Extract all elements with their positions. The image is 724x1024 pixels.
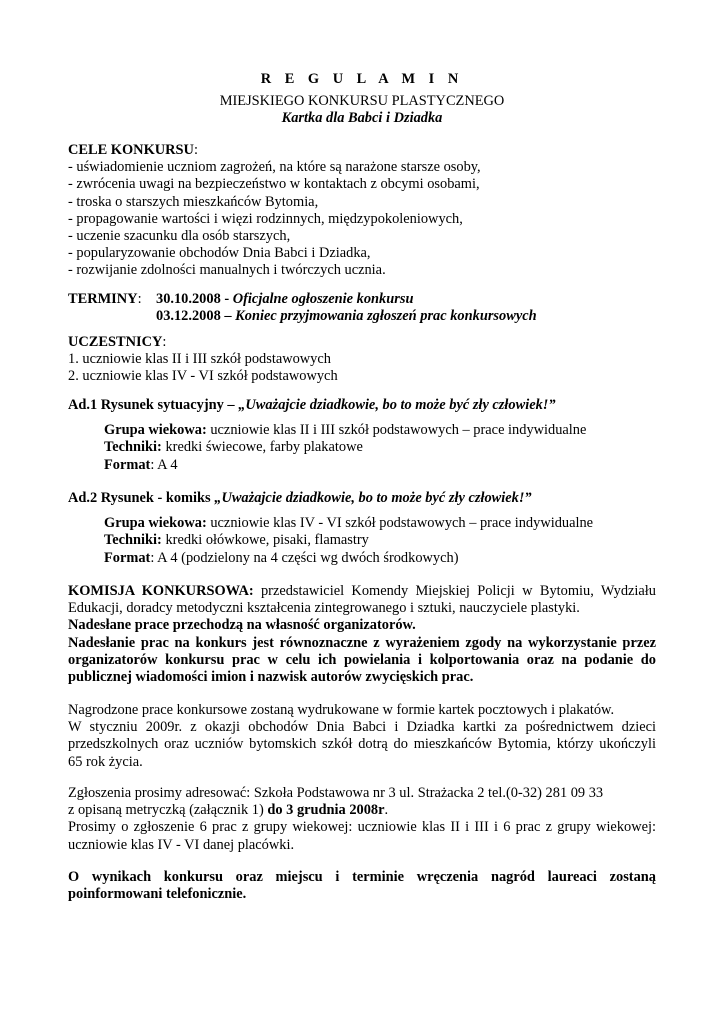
committee-consent-line-3: publicznej wiadomości imion i nazwisk autorów zwycięskich prac. [68,669,474,686]
ad2-format-label: Format [104,549,151,566]
terms-date-2: 03.12.2008 – [156,308,236,325]
ad2-section [68,490,656,567]
ad2-motto: „Uważajcie dziadkowie, bo to może być zły człowiek!” [214,490,532,506]
document-title: R E G U L A M I N [260,71,464,87]
participants-section [68,334,656,386]
prizes-line-4: 65 rok życia. [68,753,143,770]
ad2-heading-line [68,490,656,507]
ad2-age-value: uczniowie klas IV - VI szkół podstawowych – prace indywidualne [206,515,594,532]
ad1-age-value: uczniowie klas II i III szkół podstawowych – prace indywidualne [206,422,587,439]
terms-desc-1: Oficjalne ogłoszenie konkursu [232,291,414,307]
ad1-heading: Ad.1 Rysunek sytuacyjny – [68,397,239,413]
committee-line-1 [68,583,656,600]
submission-line-1: Zgłoszenia prosimy adresować: Szkoła Podstawowa nr 3 ul. Strażacka 2 tel.(0-32) 281 09 33 [68,785,604,801]
submission-line-2-end: . [384,802,389,819]
committee-section [68,583,656,686]
prizes-line-1: Nagrodzone prace konkursowe zostaną wydrukowane w formie kartek pocztowych i plakatów. [68,702,615,718]
goal-item: - uczenie szacunku dla osób starszych, [68,228,291,245]
ad2-tech-value: kredki ołówkowe, pisaki, flamastry [161,532,369,549]
goal-item: - rozwijanie zdolności manualnych i twórczych ucznia. [68,262,386,279]
submission-deadline: do 3 grudnia 2008r [267,802,385,819]
ad1-tech-line [68,439,656,456]
ad1-tech-value: kredki świecowe, farby plakatowe [161,439,363,456]
goal-item: - popularyzowanie obchodów Dnia Babci i Dziadka, [68,245,371,262]
ad2-age-label: Grupa wiekowa: [104,515,207,532]
goals-heading: CELE KONKURSU [68,142,194,158]
participants-heading-suffix: : [162,334,167,350]
ad1-age-label: Grupa wiekowa: [104,422,207,439]
goal-item: - zwrócenia uwagi na bezpieczeństwo w kontaktach z obcymi osobami, [68,176,480,193]
committee-ownership-note: Nadesłane prace przechodzą na własność organizatorów. [68,617,416,634]
prizes-section [68,702,656,771]
goal-item: - propagowanie wartości i więzi rodzinnych, międzypokoleniowych, [68,210,463,227]
results-line-1: O wynikach konkursu oraz miejscu i terminie wręczenia nagród laureaci zostaną [68,869,656,885]
terms-line-1 [68,291,656,308]
submission-line-4: uczniowie klas IV - VI danej placówki. [68,836,295,853]
ad1-section [68,397,656,474]
results-line-2: poinformowani telefonicznie. [68,886,247,903]
goals-section [68,142,656,280]
participants-heading-line [68,334,656,351]
ad2-heading: Ad.2 Rysunek - komiks [68,490,215,506]
ad2-tech-label: Techniki: [104,532,162,549]
ad2-age-line [68,515,656,532]
terms-label-suffix: : [137,291,142,307]
submission-line-3: Prosimy o zgłoszenie 6 prac z grupy wiekowej: uczniowie klas II i III i 6 prac z grupy wiekowej: [68,819,656,836]
goal-item: - troska o starszych mieszkańców Bytomia, [68,193,319,210]
committee-label: KOMISJA KONKURSOWA: [68,583,254,599]
prizes-line-3: przedszkolnych oraz uczniów bytomskich szkół dotrą do mieszkańców Bytomia, którzy ukończyli [68,736,656,753]
goals-heading-line [68,142,656,159]
ad2-format-value: : A 4 (podzielony na 4 części wg dwóch środkowych) [150,549,459,566]
committee-line-2: Edukacji, doradcy metodyczni kształcenia zintegrowanego i sztuki, nauczyciele plastyki. [68,600,580,617]
submission-section [68,785,656,854]
terms-desc-2: Koniec przyjmowania zgłoszeń prac konkursowych [235,308,537,325]
ad1-format-label: Format [104,456,151,473]
terms-line-2 [68,308,656,325]
committee-consent-line-2: organizatorów konkursu prac w celu ich powielania i kolportowania oraz na podanie do [68,651,656,668]
ad1-heading-line [68,397,656,414]
ad1-tech-label: Techniki: [104,439,162,456]
submission-line-2 [68,802,656,819]
document-subtitle: MIEJSKIEGO KONKURSU PLASTYCZNEGO [219,93,505,109]
ad2-tech-line [68,532,656,549]
terms-date-1: 30.10.2008 - [156,291,233,307]
submission-line-2-start: z opisaną metryczką (załącznik 1) [68,802,268,819]
ad1-format-line [68,457,656,474]
terms-section [68,291,656,325]
prizes-line-2: W styczniu 2009r. z okazji obchodów Dnia Babci i Dziadka kartki za pośrednictwem dzieci [68,719,656,736]
participants-heading: UCZESTNICY [68,334,163,350]
committee-line-1-rest: przedstawiciel Komendy Miejskiej Policji w Bytomiu, Wydziału [253,583,656,599]
ad1-age-line [68,422,656,439]
committee-consent-line-1: Nadesłanie prac na konkurs jest równoznaczne z wyrażeniem zgody na wykorzystanie przez [68,634,656,651]
goals-heading-suffix: : [193,142,198,158]
participant-item: 2. uczniowie klas IV - VI szkół podstawowych [68,368,338,385]
results-section [68,869,656,903]
contest-name: Kartka dla Babci i Dziadka [281,110,443,126]
terms-label: TERMINY [68,291,138,307]
ad2-format-line [68,550,656,567]
goal-item: - uświadomienie uczniom zagrożeń, na które są narażone starsze osoby, [68,159,481,176]
participant-item: 1. uczniowie klas II i III szkół podstawowych [68,351,331,368]
ad1-motto: „Uważajcie dziadkowie, bo to może być zły człowiek!” [238,397,556,413]
ad1-format-value: : A 4 [150,456,178,473]
